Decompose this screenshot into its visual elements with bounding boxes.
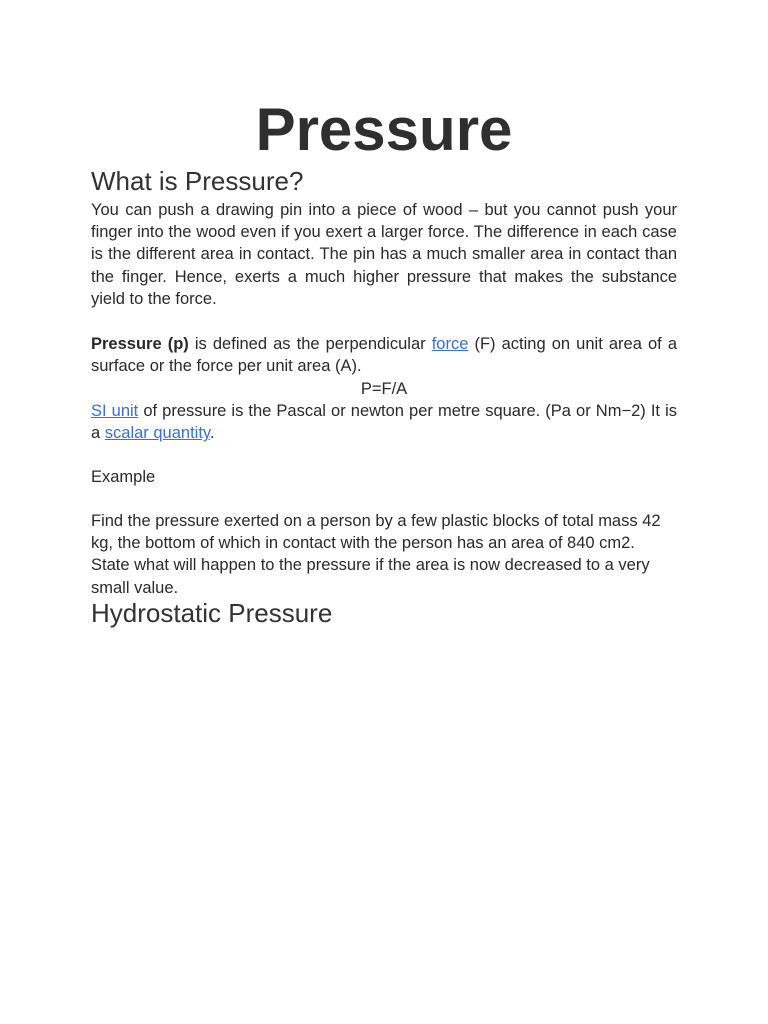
section-heading-what-is-pressure: What is Pressure? <box>91 166 304 196</box>
si-unit-text-end: . <box>209 424 215 443</box>
page-title: Pressure <box>255 96 513 163</box>
example-label: Example <box>91 468 156 486</box>
definition-term: Pressure (p) <box>91 335 189 353</box>
section-heading-hydrostatic-pressure: Hydrostatic Pressure <box>91 598 333 628</box>
pressure-formula: P=F/A <box>360 380 408 398</box>
scalar-quantity-link[interactable]: scalar quantity <box>104 424 210 443</box>
intro-paragraph: You can push a drawing pin into a piece of wood – but you cannot push your finger into the wood even if you exert a larger force. The difference in each case is the different area in contact. The pin has a much smaller area in contact than the finger. Hence, exerts a much higher pressure that makes the substance yield to the force. <box>91 201 677 308</box>
example-text: Find the pressure exerted on a person by a few plastic blocks of total mass 42 kg, the bottom of which in contact with the person has an area of 840 cm2. State what will happen to the pressure if the area is now decreased to a very small value. <box>91 512 661 597</box>
force-link[interactable]: force <box>431 335 469 353</box>
definition-text-before: is defined as the perpendicular <box>188 335 432 353</box>
si-unit-paragraph <box>91 400 677 444</box>
si-unit-text: of pressure is the Pascal or newton per metre square. (Pa or Nm−2) It is a <box>91 402 677 443</box>
definition-paragraph <box>91 333 677 377</box>
definition-text-after: (F) acting on unit area of a surface or the force per unit area (A). <box>91 335 677 376</box>
si-unit-link[interactable]: SI unit <box>91 402 139 420</box>
